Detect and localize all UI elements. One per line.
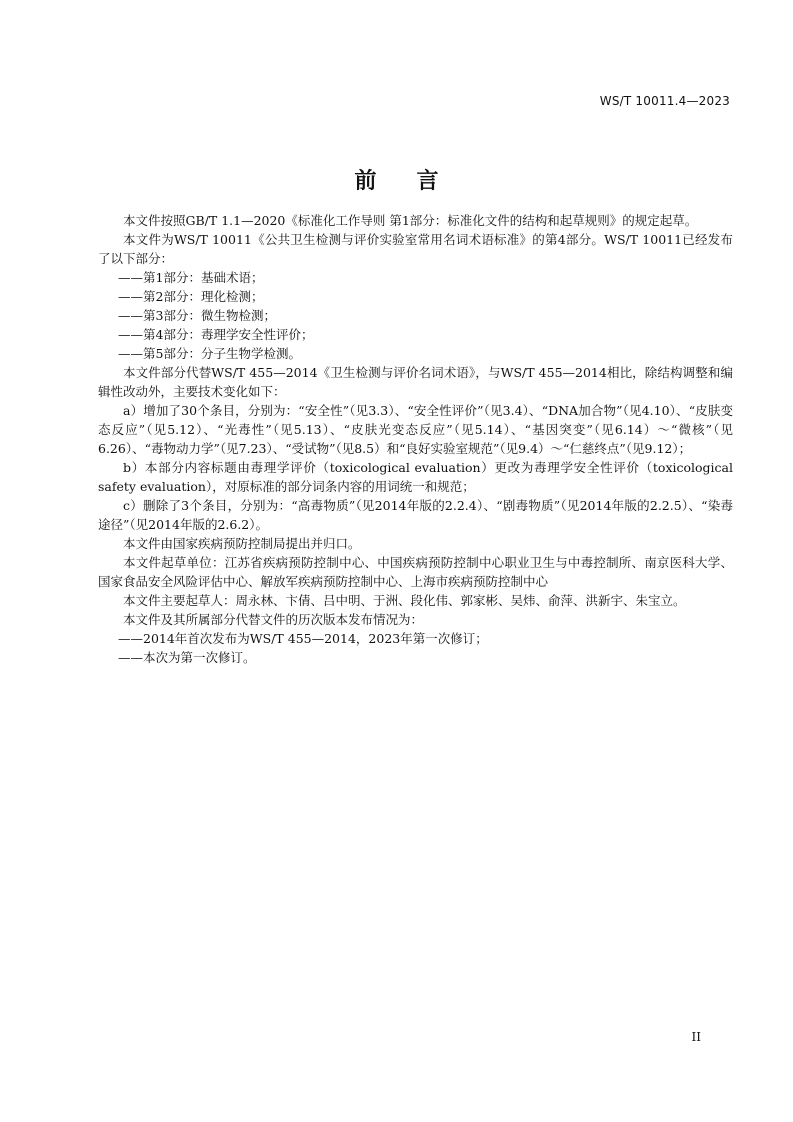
list-item: ——第3部分：微生物检测；	[118, 308, 276, 323]
paragraph: 本文件及其所属部分代替文件的历次版本发布情况为：	[123, 612, 424, 627]
list-item: ——第2部分：理化检测；	[118, 289, 264, 304]
list-item: ——第4部分：毒理学安全性评价；	[118, 327, 314, 342]
paragraph: 本文件部分代替WS/T 455—2014《卫生检测与评价名词术语》，与WS/T 455—2014相比，除结构调整和编辑性改动外，主要技术变化如下：	[98, 365, 733, 399]
change-item: b）本部分内容标题由毒理学评价（toxicological evaluation）更改为毒理学安全性评价（toxicological safety evaluation），对原标准的部分词条内容的用词统一和规范；	[98, 460, 733, 494]
paragraph: 本文件起草单位：江苏省疾病预防控制中心、中国疾病预防控制中心职业卫生与中毒控制所、南京医科大学、国家食品安全风险评估中心、解放军疾病预防控制中心、上海市疾病预防控制中心	[98, 555, 733, 589]
list-item: ——第5部分：分子生物学检测。	[118, 346, 301, 361]
foreword-body	[98, 211, 733, 667]
paragraph: 本文件由国家疾病预防控制局提出并归口。	[123, 536, 361, 551]
list-item: ——2014年首次发布为WS/T 455—2014，2023年第一次修订；	[118, 631, 488, 646]
change-item: c）删除了3个条目，分别为：“高毒物质”（见2014年版的2.2.4）、“剧毒物质”（见2014年版的2.2.5）、“染毒途径”（见2014年版的2.6.2）。	[98, 498, 733, 532]
change-item: a）增加了30个条目，分别为：“安全性”（见3.3）、“安全性评价”（见3.4）、“DNA加合物”（见4.10）、“皮肤变态反应”（见5.12）、“光毒性”（见5.13）、“皮肤光变态反应”（见5.14）、“基因突变”（见6.14）～“微核”（见6.26）、“毒物动力学”（见7.23）、“受试物”（见8.5）和“良好实验室规范”（见9.4）～“仁慈终点”（见9.12）；	[98, 403, 733, 456]
paragraph: 本文件主要起草人：周永林、卞倩、吕中明、于洲、段化伟、郭家彬、吴炜、俞萍、洪新宇、朱宝立。	[123, 593, 686, 608]
page-number: II	[691, 1030, 701, 1044]
paragraph: 本文件为WS/T 10011《公共卫生检测与评价实验室常用名词术语标准》的第4部分。WS/T 10011已经发布了以下部分：	[98, 232, 733, 266]
list-item: ——本次为第一次修订。	[118, 650, 256, 665]
list-item: ——第1部分：基础术语；	[118, 270, 264, 285]
standard-number: WS/T 10011.4—2023	[599, 94, 730, 108]
page-title: 前言	[354, 169, 479, 194]
paragraph: 本文件按照GB/T 1.1—2020《标准化工作导则 第1部分：标准化文件的结构和起草规则》的规定起草。	[123, 213, 698, 228]
